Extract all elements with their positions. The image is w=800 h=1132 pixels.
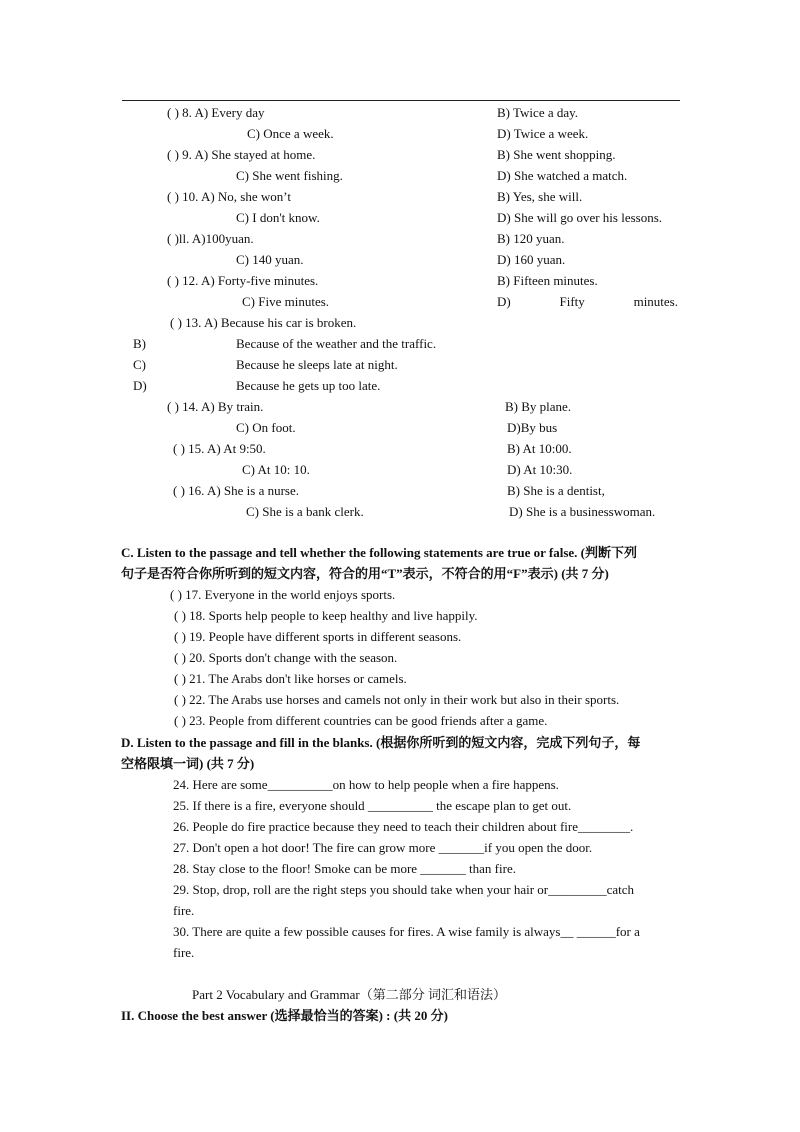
q12-option-c: C) Five minutes. <box>242 294 330 309</box>
q13-option-b-label: B) <box>133 336 146 351</box>
q10-option-b: B) Yes, she will. <box>497 189 583 204</box>
q16-option-c: C) She is a bank clerk. <box>246 504 364 519</box>
blank-item: 27. Don't open a hot door! The fire can grow more _______if you open the door. <box>173 840 593 855</box>
top-rule <box>122 100 680 101</box>
section-d-heading-line2: 空格限填一词) (共 7 分) <box>121 756 255 771</box>
q9-prompt: ( ) 9. A) She stayed at home. <box>167 147 316 162</box>
q14-option-b: B) By plane. <box>505 399 572 414</box>
blank-item-continuation: fire. <box>173 945 195 960</box>
blank-item: 25. If there is a fire, everyone should __________ the escape plan to get out. <box>173 798 572 813</box>
q12-option-d <box>497 294 678 310</box>
section-c-heading-line1: C. Listen to the passage and tell whether the following statements are true or false. (判断下列 <box>121 545 637 560</box>
q8-option-b: B) Twice a day. <box>497 105 579 120</box>
q15-option-d: D) At 10:30. <box>507 462 573 477</box>
q13-option-c-label: C) <box>133 357 146 372</box>
q15-option-b: B) At 10:00. <box>507 441 572 456</box>
section-d-heading-line1: D. Listen to the passage and fill in the blanks. (根据你所听到的短文内容，完成下列句子，每 <box>121 735 641 750</box>
q15-option-c: C) At 10: 10. <box>242 462 310 477</box>
section-c-heading-line2: 句子是否符合你所听到的短文内容，符合的用“T”表示，不符合的用“F”表示) (共 7 分) <box>121 566 609 581</box>
q12-option-d-label: D) <box>497 294 511 309</box>
q13-option-b: Because of the weather and the traffic. <box>236 336 437 351</box>
tf-item: ( ) 23. People from different countries can be good friends after a game. <box>174 713 548 728</box>
q11-option-d: D) 160 yuan. <box>497 252 566 267</box>
blank-item: 28. Stay close to the floor! Smoke can be more _______ than fire. <box>173 861 516 876</box>
q10-prompt: ( ) 10. A) No, she won’t <box>167 189 291 204</box>
blank-item-continuation: fire. <box>173 903 195 918</box>
q12-prompt: ( ) 12. A) Forty-five minutes. <box>167 273 319 288</box>
q16-option-b: B) She is a dentist, <box>507 483 605 498</box>
q11-option-b: B) 120 yuan. <box>497 231 565 246</box>
tf-item: ( ) 22. The Arabs use horses and camels not only in their work but also in their sports. <box>174 692 620 707</box>
q15-prompt: ( ) 15. A) At 9:50. <box>173 441 266 456</box>
tf-item: ( ) 21. The Arabs don't like horses or camels. <box>174 671 407 686</box>
q16-prompt: ( ) 16. A) She is a nurse. <box>173 483 300 498</box>
q10-option-d: D) She will go over his lessons. <box>497 210 663 225</box>
q8-prompt: ( ) 8. A) Every day <box>167 105 265 120</box>
q10-option-c: C) I don't know. <box>236 210 320 225</box>
q9-option-b: B) She went shopping. <box>497 147 616 162</box>
q13-option-c: Because he sleeps late at night. <box>236 357 398 372</box>
section-ii-heading: II. Choose the best answer (选择最恰当的答案) : (共 20 分) <box>121 1008 448 1023</box>
blank-item: 30. There are quite a few possible causes for fires. A wise family is always__ ______for a <box>173 924 640 939</box>
tf-item: ( ) 17. Everyone in the world enjoys sports. <box>170 587 396 602</box>
blank-item: 29. Stop, drop, roll are the right steps you should take when your hair or_________catch <box>173 882 635 897</box>
q13-option-d: Because he gets up too late. <box>236 378 381 393</box>
q9-option-c: C) She went fishing. <box>236 168 343 183</box>
q14-option-c: C) On foot. <box>236 420 296 435</box>
tf-item: ( ) 18. Sports help people to keep healthy and live happily. <box>174 608 478 623</box>
blank-item: 24. Here are some__________on how to help people when a fire happens. <box>173 777 559 792</box>
q9-option-d: D) She watched a match. <box>497 168 628 183</box>
q14-option-d: D)By bus <box>507 420 558 435</box>
q13-option-d-label: D) <box>133 378 147 393</box>
tf-item: ( ) 20. Sports don't change with the season. <box>174 650 398 665</box>
q11-option-c: C) 140 yuan. <box>236 252 304 267</box>
q11-prompt: ( )ll. A)100yuan. <box>167 231 254 246</box>
q13-prompt: ( ) 13. A) Because his car is broken. <box>170 315 357 330</box>
part2-title: Part 2 Vocabulary and Grammar（第二部分 词汇和语法） <box>192 987 506 1002</box>
blank-item: 26. People do fire practice because they need to teach their children about fire________. <box>173 819 634 834</box>
q14-prompt: ( ) 14. A) By train. <box>167 399 264 414</box>
q8-option-c: C) Once a week. <box>247 126 334 141</box>
q12-option-b: B) Fifteen minutes. <box>497 273 598 288</box>
q12-option-d-word1: Fifty <box>559 294 585 309</box>
q8-option-d: D) Twice a week. <box>497 126 589 141</box>
tf-item: ( ) 19. People have different sports in different seasons. <box>174 629 462 644</box>
q12-option-d-word2: minutes. <box>633 294 678 309</box>
q16-option-d: D) She is a businesswoman. <box>509 504 656 519</box>
